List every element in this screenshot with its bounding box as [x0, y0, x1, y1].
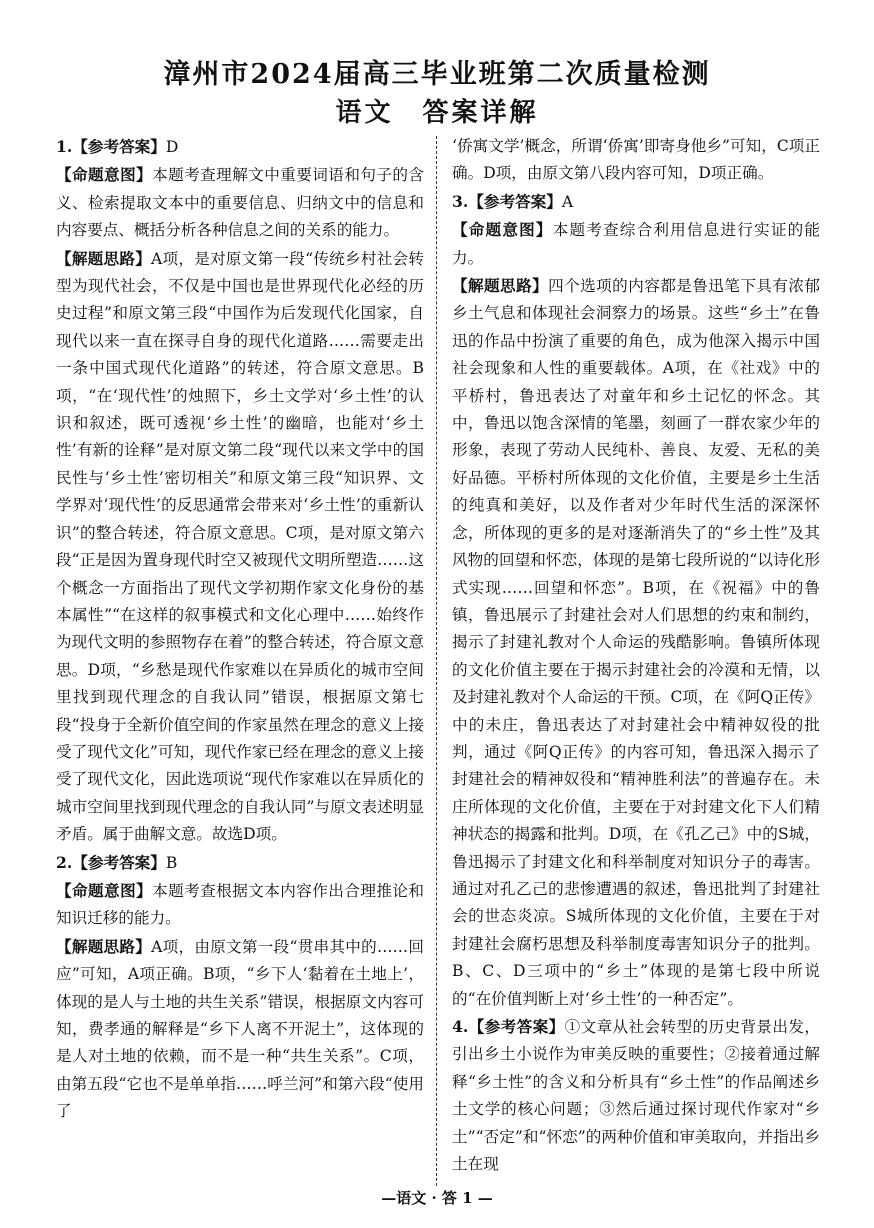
q2-answer-label: 【参考答案】	[72, 852, 166, 872]
q3-reasoning: 【解题思路】四个选项的内容都是鲁迅笔下具有浓郁乡土气息和体现社会洞察力的场景。这些“乡土”在鲁迅的作品中扮演了重要的角色，成为他深入揭示中国社会现象和人性的重要载体。A项，在《社戏》中的平桥村，鲁迅表达了对童年和乡土记忆的怀念。其中，鲁迅以饱含深情的笔墨，刻画了一群农家少年的形象，表现了劳动人民纯朴、善良、友爱、无私的美好品德。平桥村所体现的文化价值，主要是乡土生活的纯真和美好，以及作者对少年时代生活的深深怀念，所体现的更多的是对逐渐消失了的“乡土性”及其风物的回望和怀恋，体现的是第七段所说的“以诗化形式实现……回望和怀恋”。B项，在《祝福》中的鲁镇，鲁迅展示了封建社会对人们思想的约束和制约，揭示了封建礼教对个人命运的残酷影响。鲁镇所体现的文化价值主要在于揭示封建社会的冷漠和无情，以及封建礼教对个人命运的干预。C项，在《阿Q正传》中的未庄，鲁迅表达了对封建社会中精神奴役的批判，通过《阿Q正传》的内容可知，鲁迅深入揭示了封建社会的精神奴役和“精神胜利法”的普遍存在。未庄所体现的文化价值，主要在于对封建文化下人们精神状态的揭露和批判。D项，在《孔乙己》中的S城，鲁迅揭示了封建文化和科举制度对知识分子的毒害。通过对孔乙己的悲惨遭遇的叙述，鲁迅批判了封建社会的世态炎凉。S城所体现的文化价值，主要在于对封建社会腐朽思想及科举制度毒害知识分子的批判。B、C、D三项中的“乡土”体现的是第七段中所说的“在价值判断上对‘乡土性’的一种否定”。	[452, 276, 820, 1008]
q3-intent: 【命题意图】本题考查综合利用信息进行实证的能力。	[452, 220, 820, 267]
q2-reasoning-continued: ‘侨寓文学’概念，所谓‘侨寓’即寄身他乡”可知，C项正确。D项，由原文第八段内容可知，D项正确。	[452, 137, 820, 183]
q3-answer-label: 【参考答案】	[468, 191, 562, 211]
page-footer: —语文 · 答 1 —	[381, 1189, 493, 1207]
q2-answer-value: B	[165, 853, 178, 872]
q1-reasoning: 【解题思路】A项，是对原文第一段“传统乡村社会转型为现代社会，不仅是中国也是世界现代化必经的历史过程”和原文第三段“中国作为后发现代化国家，自现代以来一直在探寻自身的现代化道路……需要走出一条中国式现代化道路”的转述，符合原文意思。B项，“在‘现代性’的烛照下，乡土文学对‘乡土性’的认识和叙述，既可透视‘乡土性’的幽暗，也能对‘乡土性’有新的诠释”是对原文第二段“现代以来文学中的国民性与‘乡土性’密切相关”和原文第三段“知识界、文学界对‘现代性’的反思通常会带来对‘乡土性’的重新认识”的整合转述，符合原文意思。C项，是对原文第六段“正是因为置身现代时空又被现代文明所塑造……这个概念一方面指出了现代文学初期作家文化身份的基本属性”“在这样的叙事模式和文化心理中……始终作为现代文明的参照物存在着”的整合转述，符合原文意思。D项，“乡愁是现代作家难以在异质化的城市空间里找到现代理念的自我认同”错误，根据原文第七段“投身于全新价值空间的作家虽然在理念的意义上接受了现代文化”可知，现代作家已经在理念的意义上接受了现代文化，因此选项说“现代作家难以在异质化的城市空间里找到现代理念的自我认同”与原文表述明显矛盾。属于曲解文意。故选D项。	[56, 248, 424, 844]
document-subtitle: 语文 答案详解	[335, 98, 539, 128]
q4-answer-line: 4.【参考答案】①文章从社会转型的历史背景出发，引出乡土小说作为审美反映的重要性；②接着通过解释“乡土性”的含义和分析具有“乡土性”的作品阐述乡土文学的核心问题；③然后通过探讨现代作家对“乡土”“否定”和“怀恋”的两种价值和审美取向，并指出乡土在现	[452, 1017, 820, 1174]
document-title: 漳州市2024届高三毕业班第二次质量检测	[163, 59, 711, 90]
q1-intent: 【命题意图】本题考查理解文中重要词语和句子的含义、检索提取文本中的重要信息、归纳文中的信息和内容要点、概括分析各种信息之间的关系的能力。	[56, 165, 424, 240]
column-divider	[436, 136, 437, 1186]
q4-answer-label: 【参考答案】	[468, 1017, 565, 1036]
q2-reasoning: 【解题思路】A项，由原文第一段“贯串其中的……回应”可知，A项正确。B项，“乡下人‘黏着在土地上’，体现的是人与土地的共生关系”错误，根据原文内容可知，费孝通的解释是“乡下人离不开泥土”，这体现的是人对土地的依赖，而不是一种“共生关系”。C项，由第五段“它也不是单单指……呼兰河”和第六段“使用了	[56, 936, 424, 1121]
q1-answer-label: 【参考答案】	[72, 137, 166, 156]
left-column	[56, 133, 424, 1126]
q2-answer-line: 2.【参考答案】B	[56, 852, 178, 872]
q3-answer-line: 3.【参考答案】A	[452, 191, 574, 211]
q1-answer-line: 1.【参考答案】D	[56, 137, 179, 156]
q3-answer-value: A	[561, 192, 574, 211]
right-column	[452, 133, 820, 1178]
q2-intent: 【命题意图】本题考查根据文本内容作出合理推论和知识迁移的能力。	[56, 880, 424, 928]
q4-answer-value: ①文章从社会转型的历史背景出发，引出乡土小说作为审美反映的重要性；②接着通过解释“乡土性”的含义和分析具有“乡土性”的作品阐述乡土文学的核心问题；③然后通过探讨现代作家对“乡土”“否定”和“怀恋”的两种价值和审美取向，并指出乡土在现	[452, 1018, 820, 1174]
q1-answer-value: D	[165, 138, 179, 156]
